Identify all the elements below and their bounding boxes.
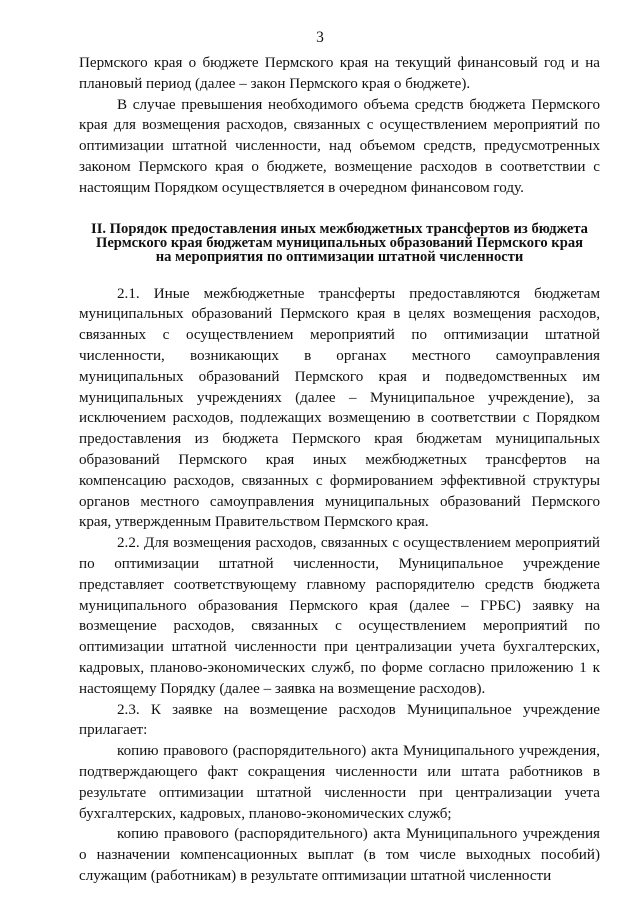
section-heading-line-1: II. Порядок предоставления иных межбюджетных трансфертов из бюджета [91, 220, 588, 237]
clause-2-3: 2.3. К заявке на возмещение расходов Муниципальное учреждение прилагает: [79, 701, 600, 739]
page-number: 3 [316, 29, 324, 46]
attachment-item-compensation-act: копию правового (распорядительного) акта Муниципального учреждения о назначении компенсационных выплат (в том числе выходных пособий) служащим (работникам) в результате оптимизации штатной численности [79, 826, 600, 884]
clause-2-2: 2.2. Для возмещения расходов, связанных с осуществлением мероприятий по оптимизации штатной численности, Муниципальное учреждение представляет соответствующему главному распорядителю средств бюджета муниципального образования Пермского края (далее – ГРБС) заявку на возмещение расходов, связанных с осуществлением мероприятий по оптимизации штатной численности при централизации учета бухгалтерских, кадровых, планово-экономических служб, по форме согласно приложению 1 к настоящему Порядку (далее – заявка на возмещение расходов). [79, 535, 600, 697]
clause-2-1: 2.1. Иные межбюджетные трансферты предоставляются бюджетам муниципальных образований Пермского края в целях возмещения расходов, связанных с осуществлением мероприятий по оптимизации штатной численности, возникающих в органах местного самоуправления муниципальных образований Пермского края и подведомственных им муниципальных учреждениях (далее – Муниципальное учреждение), за исключением расходов, подлежащих возмещению в соответствии с Порядком предоставления из бюджета Пермского края бюджетам муниципальных образований Пермского края иных межбюджетных трансфертов на компенсацию расходов, связанных с формированием эффективной структуры органов местного самоуправления муниципальных образований Пермского края, утвержденным Правительством Пермского края. [79, 285, 600, 531]
paragraph-continuation: Пермского края о бюджете Пермского края на текущий финансовый год и на плановый период (далее – закон Пермского края о бюджете). [79, 55, 600, 92]
section-body [79, 284, 600, 887]
section-heading [79, 222, 600, 264]
paragraph-budget-excess: В случае превышения необходимого объема средств бюджета Пермского края для возмещения расходов, связанных с осуществлением мероприятий по оптимизации штатной численности, над объемом средств, предусмотренных законом Пермского края о бюджете, возмещение расходов в соответствии с настоящим Порядком осуществляется в очередном финансовом году. [79, 96, 600, 196]
attachment-item-reduction-act: копию правового (распорядительного) акта Муниципального учреждения, подтверждающего факт сокращения численности или штата работников в результате оптимизации штатной численности при централизации учета бухгалтерских, кадровых, планово-экономических служб; [79, 743, 600, 822]
section-heading-line-2: Пермского края бюджетам муниципальных образований Пермского края [95, 234, 584, 251]
document-body [79, 53, 600, 887]
section-heading-line-3: на мероприятия по оптимизации штатной численности [155, 248, 524, 265]
